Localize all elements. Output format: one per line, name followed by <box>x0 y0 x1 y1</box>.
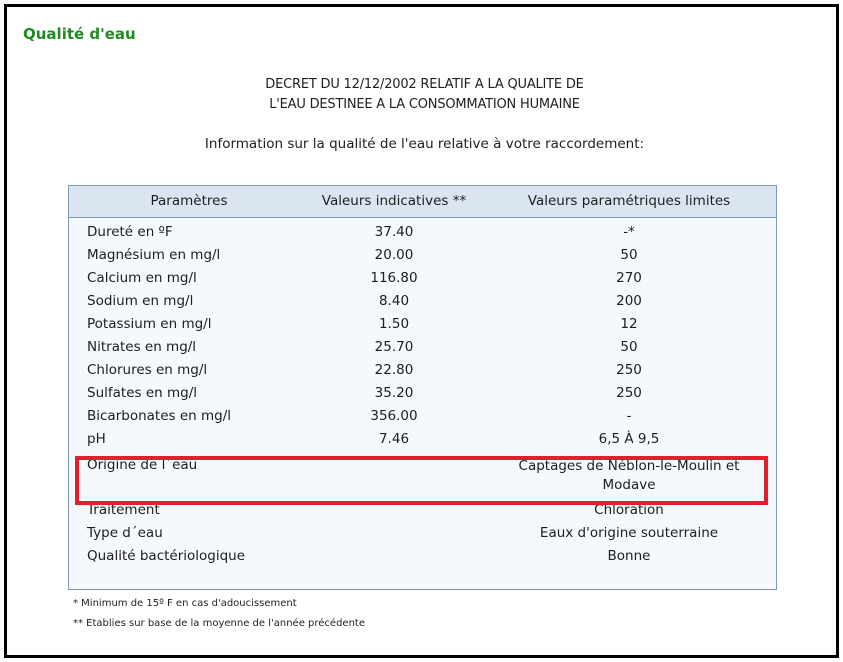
indicative-cell: 25.70 <box>374 339 414 355</box>
limit-cell: 6,5 À 9,5 <box>598 431 660 447</box>
indicative-cell: 1.50 <box>378 316 410 332</box>
header-limits: Valeurs paramétriques limites <box>527 193 731 209</box>
origin-param-cell: Origine de l´eau <box>87 457 198 473</box>
limit-cell: Bonne <box>607 548 651 564</box>
decree-line-2: L'EAU DESTINEE A LA CONSOMMATION HUMAINE <box>269 97 580 112</box>
param-cell: pH <box>87 431 106 447</box>
param-cell: Sulfates en mg/l <box>87 385 197 401</box>
table-row <box>69 522 776 545</box>
param-cell: Bicarbonates en mg/l <box>87 408 232 424</box>
table-row <box>69 267 776 290</box>
limit-cell: 200 <box>616 293 642 309</box>
limit-cell: Eaux d'origine souterraine <box>539 525 719 541</box>
table-row <box>69 244 776 267</box>
table-row <box>69 290 776 313</box>
indicative-cell: 7.46 <box>378 431 410 447</box>
table-header <box>69 186 776 218</box>
limit-cell: - <box>626 408 632 424</box>
param-cell: Qualité bactériologique <box>87 548 246 564</box>
indicative-cell: 20.00 <box>374 247 414 263</box>
limit-cell: Chloration <box>594 502 664 518</box>
page-title: Qualité d'eau <box>23 25 136 43</box>
footnote-1: * Minimum de 15º F en cas d'adoucissement <box>73 598 297 609</box>
info-text: Information sur la qualité de l'eau relative à votre raccordement: <box>204 136 645 152</box>
limit-cell: 50 <box>620 247 638 263</box>
param-cell: Nitrates en mg/l <box>87 339 197 355</box>
indicative-cell: 35.20 <box>374 385 414 401</box>
table-row <box>69 221 776 244</box>
indicative-cell: 22.80 <box>374 362 414 378</box>
origin-highlight-box <box>75 456 768 505</box>
limit-cell: 250 <box>616 362 642 378</box>
header-indicative: Valeurs indicatives ** <box>321 193 467 209</box>
header-param: Paramètres <box>150 193 228 209</box>
param-cell: Type d´eau <box>87 525 163 541</box>
limit-cell: 12 <box>620 316 638 332</box>
limit-cell: 50 <box>620 339 638 355</box>
param-cell: Calcium en mg/l <box>87 270 197 286</box>
footnote-2: ** Etablies sur base de la moyenne de l'année précédente <box>73 618 365 629</box>
decree-line-1: DECRET DU 12/12/2002 RELATIF A LA QUALITE DE <box>265 77 584 92</box>
table-row <box>69 405 776 428</box>
indicative-cell: 116.80 <box>370 270 418 286</box>
water-quality-table <box>68 185 777 590</box>
indicative-cell: 8.40 <box>378 293 410 309</box>
table-row <box>69 545 776 568</box>
indicative-cell: 37.40 <box>374 224 414 240</box>
table-row <box>69 428 776 451</box>
decree-heading <box>7 75 842 115</box>
limit-cell: 250 <box>616 385 642 401</box>
param-cell: Potassium en mg/l <box>87 316 212 332</box>
param-cell: Traitement <box>87 502 160 518</box>
origin-limit-line-2: Modave <box>602 477 656 493</box>
document-frame <box>4 4 839 658</box>
table-row <box>69 313 776 336</box>
param-cell: Chlorures en mg/l <box>87 362 208 378</box>
limit-cell: 270 <box>616 270 642 286</box>
table-row <box>69 359 776 382</box>
indicative-cell: 356.00 <box>370 408 418 424</box>
table-row <box>69 382 776 405</box>
param-cell: Dureté en ºF <box>87 224 173 240</box>
param-cell: Sodium en mg/l <box>87 293 194 309</box>
limit-cell: -* <box>623 224 635 240</box>
param-cell: Magnésium en mg/l <box>87 247 221 263</box>
origin-limit-line-1: Captages de Néblon-le-Moulin et <box>518 458 740 474</box>
table-row <box>69 336 776 359</box>
